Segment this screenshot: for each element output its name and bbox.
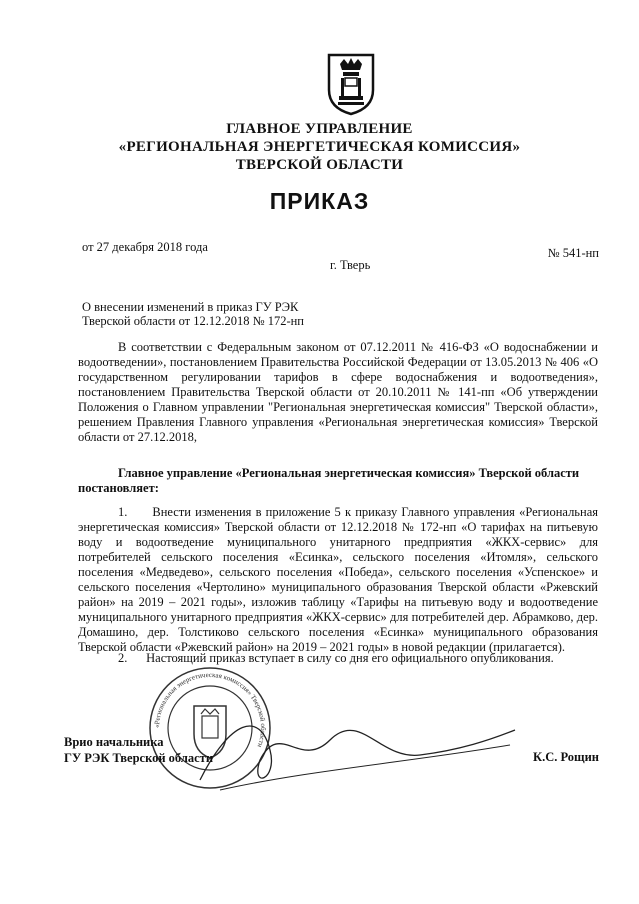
preamble-text: В соответствии с Федеральным законом от 07.12.2011 № 416-ФЗ «О водоснабжении и водоотведении», постановлением Правительства Российской Федерации от 13.05.2013 № 406 «О государственном регулировании тарифов в сфере водоснабжения и водоотведения», постановлением Правительства Тверской области от 20.10.2011 № 141-пп «Об утверждении Положения о Главном управлении "Региональная энергетическая комиссия" Тверской области», решением Правления Главного управления «Региональная энергетическая комиссия» Тверской области от 27.12.2018, xyxy=(78,340,598,444)
tver-coat-of-arms-icon xyxy=(326,52,376,116)
signatory-position xyxy=(64,734,213,766)
order-item-1 xyxy=(78,505,598,655)
document-number: № 541-нп xyxy=(547,246,599,260)
item-1-number: 1. xyxy=(118,505,128,519)
document-date: от 27 декабря 2018 года xyxy=(82,240,208,254)
resolution-line-1: Главное управление «Региональная энергетическая комиссия» Тверской области xyxy=(118,466,580,480)
document-city: г. Тверь xyxy=(330,258,371,272)
subject-line-2: Тверской области от 12.12.2018 № 172-нп xyxy=(82,314,304,328)
preamble-paragraph xyxy=(78,340,598,445)
handwritten-signature-icon xyxy=(190,700,520,800)
item-1-text: Внести изменения в приложение 5 к приказу Главного управления «Региональная энергетическая комиссия» Тверской области от 12.12.2018 № 172-нп «О тарифах на питьевую воду и водоотведение муниципального унитарного предприятия «ЖКХ-сервис» для потребителей сельского поселения «Есинка», сельского поселения «Итомля», сельского поселения «Медведево», сельского поселения «Победа», сельского поселения «Успенское» и сельского поселения «Чертолино» муниципального образования Тверской области «Ржевский район» на 2019 – 2021 годы», изложив таблицу «Тарифы на питьевую воду и водоотведение муниципального унитарного предприятия «ЖКХ-сервис» для потребителей дер. Абрамково, дер. Домашино, дер. Толстиково сельского поселения «Есинка» муниципального образования Тверской области «Ржевский район» на 2019 – 2021 годы» в новой редакции (прилагается). xyxy=(78,505,598,654)
stamp-ring-text: «Региональная энергетическая комиссия» Тверской области xyxy=(152,670,268,749)
item-2-number: 2. xyxy=(118,651,128,665)
signatory-name: К.С. Рощин xyxy=(533,750,599,764)
org-name-line-2: «РЕГИОНАЛЬНАЯ ЭНЕРГЕТИЧЕСКАЯ КОМИССИЯ» xyxy=(118,139,521,155)
item-2-text: Настоящий приказ вступает в силу со дня его официального опубликования. xyxy=(146,651,554,665)
subject-line-1: О внесении изменений в приказ ГУ РЭК xyxy=(82,300,299,314)
signatory-position-line-2: ГУ РЭК Тверской области xyxy=(64,751,214,765)
resolution-heading xyxy=(78,466,598,496)
signatory-position-line-1: Врио начальника xyxy=(64,735,164,749)
resolution-line-2: постановляет: xyxy=(78,481,159,495)
org-name-line-1: ГЛАВНОЕ УПРАВЛЕНИЕ xyxy=(226,121,413,137)
document-type-title: ПРИКАЗ xyxy=(269,188,370,214)
document-subject xyxy=(82,300,304,328)
org-name-line-3: ТВЕРСКОЙ ОБЛАСТИ xyxy=(235,157,404,173)
